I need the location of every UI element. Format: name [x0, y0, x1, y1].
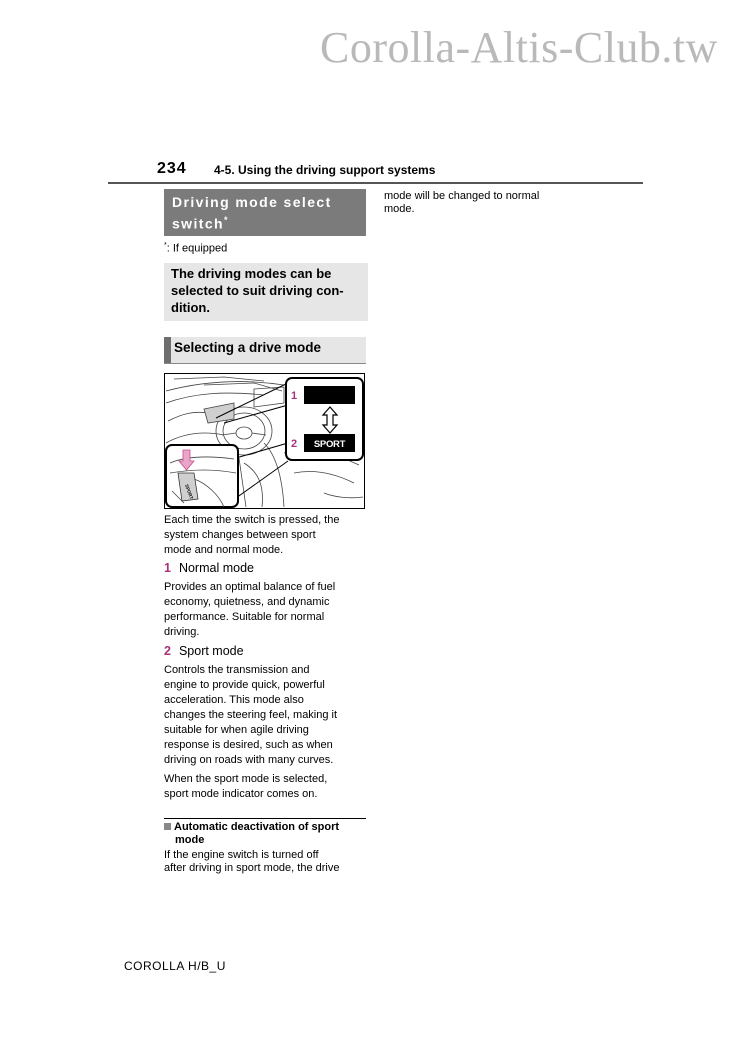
paragraph-line: If the engine switch is turned off — [164, 849, 319, 861]
paragraph-line: driving. — [164, 626, 200, 638]
intro-line: The driving modes can be — [171, 266, 332, 281]
normal-mode-display — [304, 386, 355, 404]
item-number: 1 — [164, 561, 171, 575]
intro-paragraph — [164, 513, 369, 558]
paragraph-line: after driving in sport mode, the drive — [164, 862, 340, 874]
auto-deactivation-body — [164, 849, 369, 875]
footnote-mark: * — [164, 242, 167, 249]
paragraph-line: Provides an optimal balance of fuel — [164, 581, 336, 593]
paragraph-line: sport mode indicator comes on. — [164, 788, 318, 800]
paragraph-line: engine to provide quick, powerful — [164, 679, 325, 691]
item-number: 2 — [164, 644, 171, 658]
title-line-2 — [172, 211, 358, 233]
title-word: switch — [172, 215, 224, 232]
title-box — [164, 189, 366, 236]
sport-mode-description — [164, 663, 369, 768]
drive-mode-illustration — [164, 373, 365, 509]
subheading: Selecting a drive mode — [164, 337, 366, 363]
paragraph-line: mode. — [384, 203, 415, 215]
intro-line: selected to suit driving con- — [171, 283, 344, 298]
item-label: Sport mode — [178, 644, 244, 658]
paragraph-line: Each time the switch is pressed, the — [164, 514, 340, 526]
header-rule — [108, 182, 643, 184]
item-sport-mode — [164, 644, 244, 658]
page-number: 234 — [157, 160, 187, 177]
paragraph-line: suitable for when agile driving — [164, 724, 309, 736]
paragraph-line: mode and normal mode. — [164, 544, 284, 556]
item-normal-mode — [164, 561, 254, 575]
intro-line: dition. — [171, 300, 210, 315]
paragraph-line: Controls the transmission and — [164, 664, 310, 676]
subheading-rule — [164, 363, 366, 364]
switch-label: SPORT — [184, 483, 195, 500]
title-mark: * — [223, 215, 228, 225]
paragraph-line: acceleration. This mode also — [164, 694, 304, 706]
paragraph-line: system changes between sport — [164, 529, 316, 541]
callout-number-1: 1 — [291, 390, 298, 402]
footnote-text: : If equipped — [166, 242, 228, 255]
paragraph-line: performance. Suitable for normal — [164, 611, 325, 623]
title-line-1: Driving mode select — [172, 194, 332, 210]
paragraph-line: economy, quietness, and dynamic — [164, 596, 330, 608]
paragraph-line: response is desired, such as when — [164, 739, 333, 751]
square-bullet-icon — [164, 823, 171, 830]
footnote — [164, 242, 227, 255]
heading-line — [164, 821, 366, 834]
sport-indicator-note — [164, 772, 369, 802]
callout-number-2: 2 — [291, 438, 298, 450]
sport-display-label: SPORT — [313, 439, 346, 450]
intro-box — [164, 263, 368, 321]
paragraph-line: changes the steering feel, making it — [164, 709, 338, 721]
auto-deactivation-heading — [164, 818, 366, 847]
right-column-text — [384, 190, 574, 216]
heading-line: mode — [175, 834, 205, 846]
section-title: 4-5. Using the driving support systems — [214, 163, 436, 177]
item-label: Normal mode — [178, 561, 254, 575]
footer-model-code: COROLLA H/B_U — [124, 959, 226, 973]
paragraph-line: driving on roads with many curves. — [164, 754, 334, 766]
heading-text: Automatic deactivation of sport — [174, 821, 340, 833]
paragraph-line: When the sport mode is selected, — [164, 773, 328, 785]
watermark: Corolla-Altis-Club.tw — [320, 23, 718, 72]
normal-mode-description — [164, 580, 369, 640]
paragraph-line: mode will be changed to normal — [384, 190, 540, 202]
